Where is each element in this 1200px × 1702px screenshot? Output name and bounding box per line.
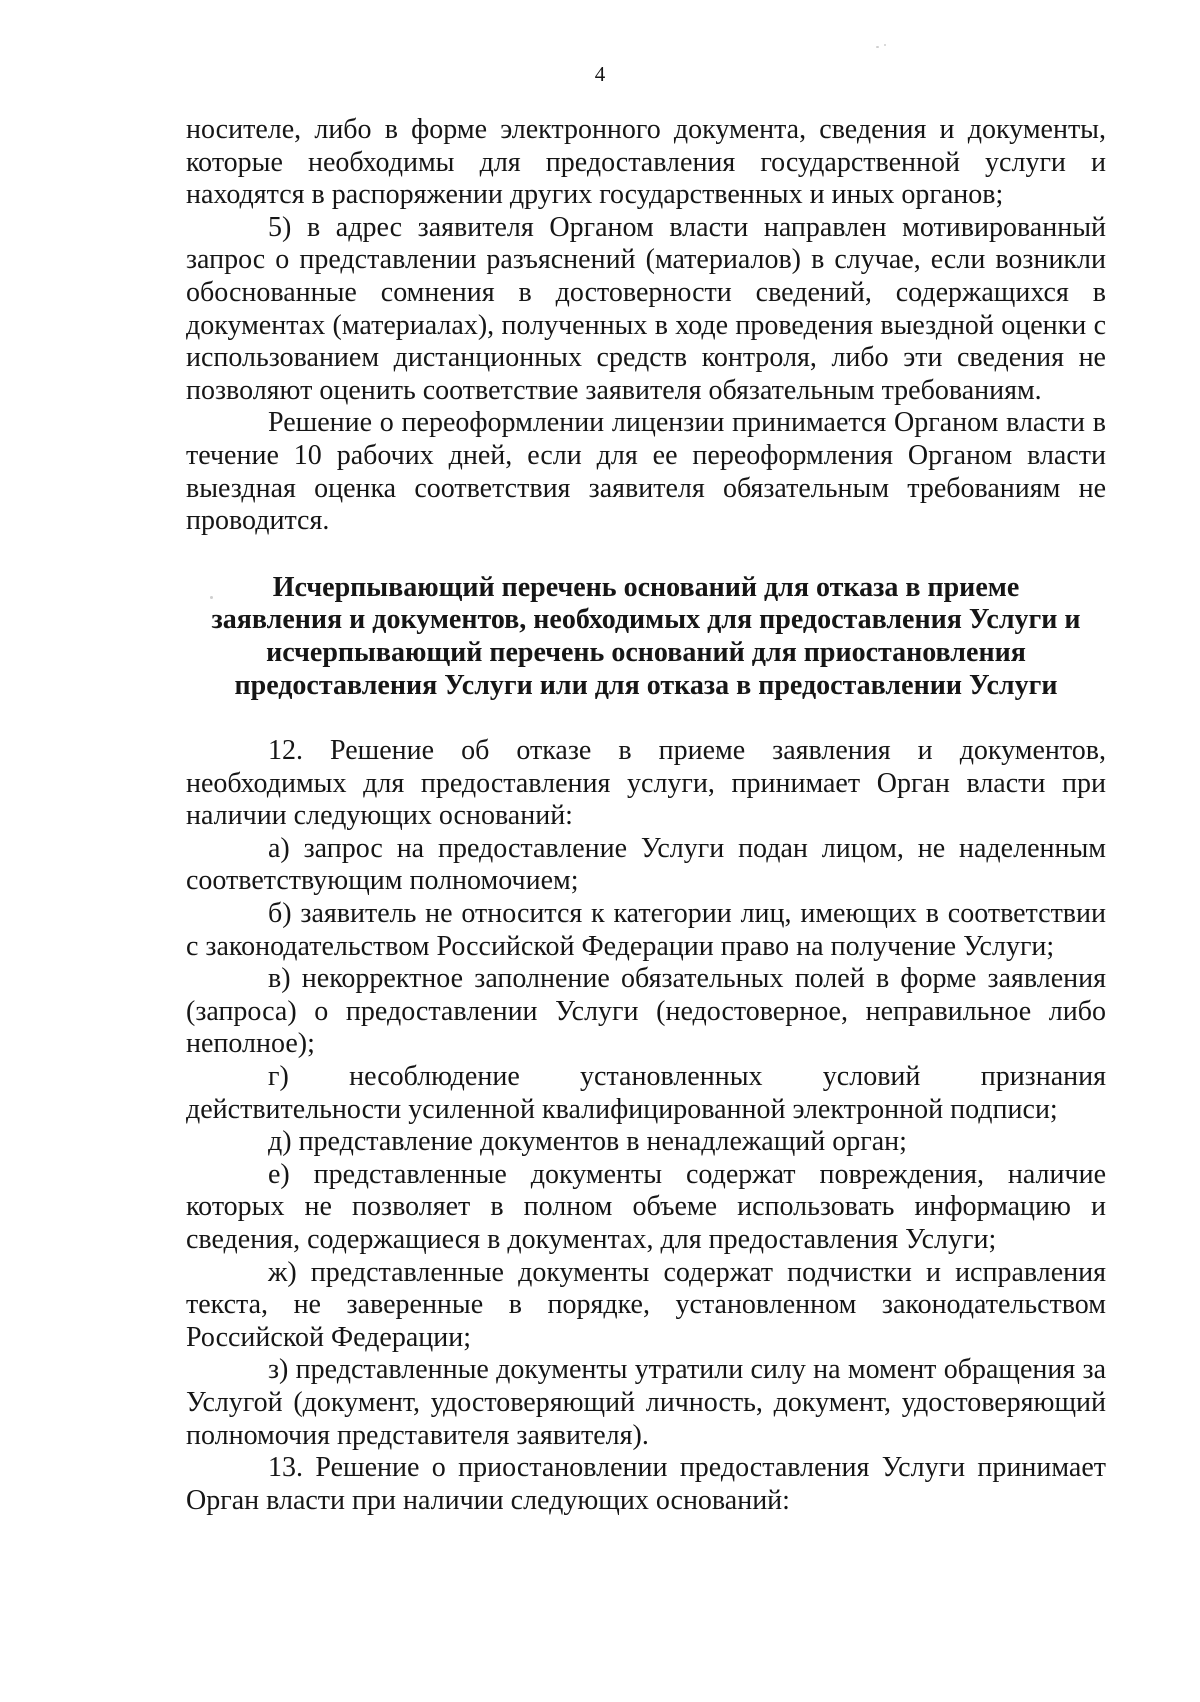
ground-item-v: в) некорректное заполнение обязательных полей в форме заявления (запроса) о предоставлении Услуги (недостоверное, неправильное либо неполное); [186,963,1106,1060]
clause-13-paragraph: 13. Решение о приостановлении предоставления Услуги принимает Орган власти при наличии следующих оснований: [186,1452,1106,1516]
scan-speck [876,46,879,48]
section-heading-line: Исчерпывающий перечень оснований для отказа в приеме [272,571,1020,603]
section-heading-line: заявления и документов, необходимых для предоставления Услуги и [211,604,1081,636]
ground-item-g: г) несоблюдение установленных условий признания действительности усиленной квалифицированной электронной подписи; [186,1061,1106,1125]
continuation-paragraph: носителе, либо в форме электронного документа, сведения и документы, которые необходимы для предоставления государственной услуги и находятся в распоряжении других государственных и иных органов; [186,114,1106,211]
ground-item-b: б) заявитель не относится к категории лиц, имеющих в соответствии с законодательством Российской Федерации право на получение Услуги; [186,898,1106,962]
clause-12-paragraph: 12. Решение об отказе в приеме заявления и документов, необходимых для предоставления услуги, принимает Орган власти при наличии следующих оснований: [186,735,1106,832]
ground-item-a: а) запрос на предоставление Услуги подан лицом, не наделенным соответствующим полномочием; [186,832,1106,897]
ground-item-e: е) представленные документы содержат повреждения, наличие которых не позволяет в полном объеме использовать информацию и сведения, содержащиеся в документах, для предоставления Услуги; [186,1158,1106,1255]
section-heading-line: исчерпывающий перечень оснований для приостановления [266,636,1026,668]
page-number: 4 [594,62,606,86]
document-body [186,114,1106,1517]
ground-item-z: з) представленные документы утратили силу на момент обращения за Услугой (документ, удостоверяющий личность, документ, удостоверяющий полномочия представителя заявителя). [186,1354,1106,1451]
license-decision-paragraph: Решение о переоформлении лицензии принимается Органом власти в течение 10 рабочих дней, если для ее переоформления Органом власти выездная оценка соответствия заявителя обязательным требованиям не проводится. [186,407,1106,537]
ground-item-zh: ж) представленные документы содержат подчистки и исправления текста, не заверенные в порядке, установленном законодательством Российской Федерации; [186,1256,1106,1353]
scan-speck [884,44,886,46]
ground-item-d: д) представление документов в ненадлежащий орган; [268,1126,907,1158]
item-5-paragraph: 5) в адрес заявителя Органом власти направлен мотивированный запрос о представлении разъяснений (материалов) в случае, если возникли обоснованные сомнения в достоверности сведений, содержащихся в документах (материалах), полученных в ходе проведения выездной оценки с использованием дистанционных средств контроля, либо эти сведения не позволяют оценить соответствие заявителя обязательным требованиям. [186,211,1106,406]
section-heading-line: предоставления Услуги или для отказа в предоставлении Услуги [234,669,1058,701]
section-heading [186,572,1106,702]
